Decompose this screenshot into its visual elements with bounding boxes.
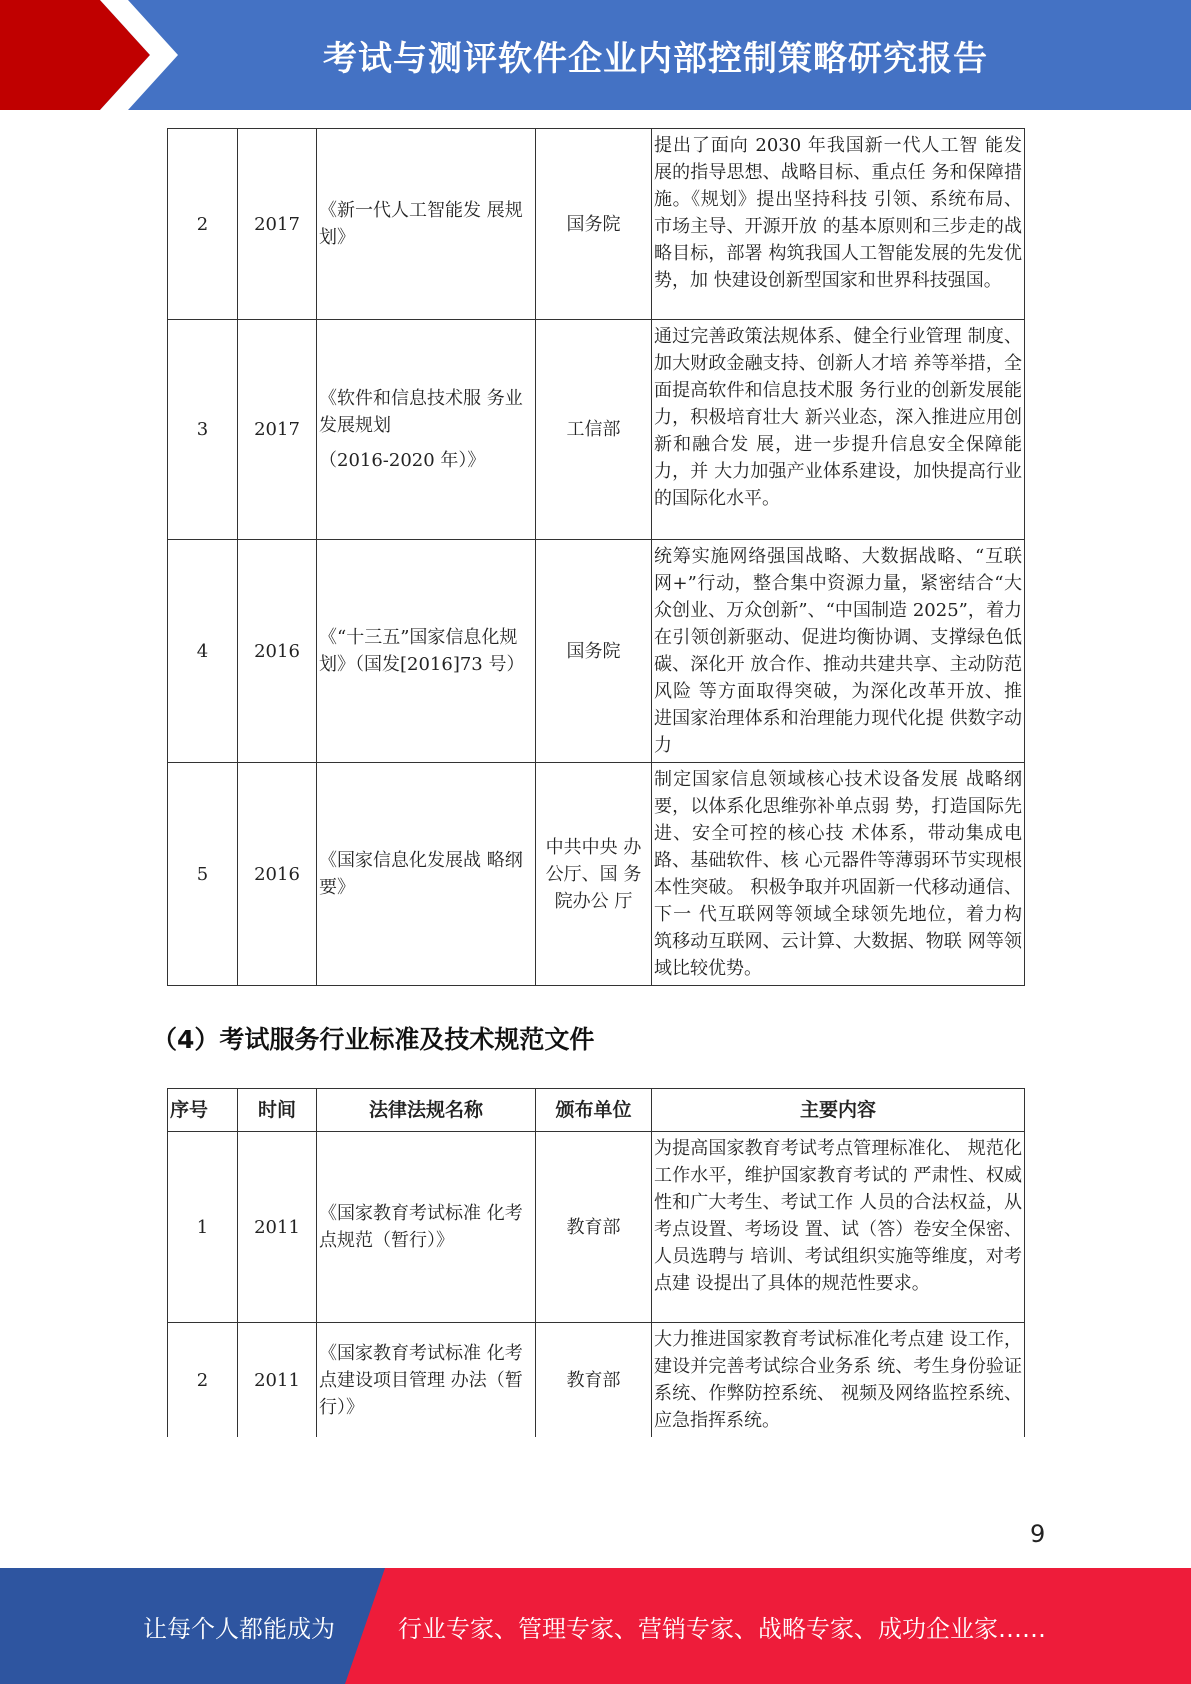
row-year: 2016 xyxy=(238,540,317,763)
standards-table xyxy=(167,1088,1025,1437)
footer-slogan-left: 让每个人都能成为 xyxy=(143,1614,335,1643)
header-issuer: 颁布单位 xyxy=(536,1089,652,1132)
row-issuer: 中共中央 办公厅、国 务院办公 厅 xyxy=(536,763,652,986)
row-year: 2017 xyxy=(238,129,317,320)
table-header-row xyxy=(168,1089,1025,1132)
row-issuer: 教育部 xyxy=(536,1323,652,1438)
header-time: 时间 xyxy=(238,1089,317,1132)
row-year: 2017 xyxy=(238,320,317,540)
row-regulation-name: 《国家信息化发展战 略纲要》 xyxy=(317,763,536,986)
row-content: 提出了面向 2030 年我国新一代人工智 能发展的指导思想、战略目标、重点任 务和保障措施。《规划》提出坚持科技 引领、系统布局、市场主导、开源开放 的基本原则和三步走的战略目标，部署 构筑我国人工智能发展的先发优势，加 快建设创新型国家和世界科技强国。 xyxy=(652,129,1025,320)
header-content: 主要内容 xyxy=(652,1089,1025,1132)
row-year: 2011 xyxy=(238,1323,317,1438)
row-number: 1 xyxy=(168,1132,238,1323)
row-number: 5 xyxy=(168,763,238,986)
row-year: 2011 xyxy=(238,1132,317,1323)
row-regulation-name: 《国家教育考试标准 化考点建设项目管理 办法（暂行）》 xyxy=(317,1323,536,1438)
regulation-name-years: （2016-2020 年）》 xyxy=(319,450,486,471)
row-issuer: 教育部 xyxy=(536,1132,652,1323)
table-row xyxy=(168,540,1025,763)
row-regulation-name: 《新一代人工智能发 展规划》 xyxy=(317,129,536,320)
row-content: 通过完善政策法规体系、健全行业管理 制度、加大财政金融支持、创新人才培 养等举措，全面提高软件和信息技术服 务行业的创新发展能力，积极培育壮大 新兴业态，深入推进应用创新和融合发 展，进一步提升信息安全保障能力，并 大力加强产业体系建设，加快提高行业 的国际化水平。 xyxy=(652,320,1025,540)
row-issuer: 国务院 xyxy=(536,129,652,320)
row-issuer: 国务院 xyxy=(536,540,652,763)
table-row xyxy=(168,129,1025,320)
row-number: 2 xyxy=(168,1323,238,1438)
row-content: 制定国家信息领域核心技术设备发展 战略纲要，以体系化思维弥补单点弱 势，打造国际先进、安全可控的核心技 术体系，带动集成电路、基础软件、核 心元器件等薄弱环节实现根本性突破。 积极争取并巩固新一代移动通信、下一 代互联网等领域全球领先地位，着力构 筑移动互联网、云计算、大数据、物联 网等领域比较优势。 xyxy=(652,763,1025,986)
row-regulation-name: 《国家教育考试标准 化考点规范（暂行）》 xyxy=(317,1132,536,1323)
row-year: 2016 xyxy=(238,763,317,986)
row-content: 为提高国家教育考试考点管理标准化、 规范化工作水平，维护国家教育考试的 严肃性、权威性和广大考生、考试工作 人员的合法权益，从考点设置、考场设 置、试（答）卷安全保密、人员选聘与 培训、考试组织实施等维度，对考点建 设提出了具体的规范性要求。 xyxy=(652,1132,1025,1323)
page-header xyxy=(0,0,1191,110)
page-number: 9 xyxy=(1030,1520,1046,1548)
row-number: 2 xyxy=(168,129,238,320)
footer-slogan-right: 行业专家、管理专家、营销专家、战略专家、成功企业家…… xyxy=(398,1614,1046,1643)
table-row xyxy=(168,763,1025,986)
section-heading: （4）考试服务行业标准及技术规范文件 xyxy=(152,1025,595,1054)
row-number: 3 xyxy=(168,320,238,540)
row-regulation-name xyxy=(317,320,536,540)
page-footer xyxy=(0,1568,1191,1684)
row-regulation-name: 《“十三五”国家信息化规划》（国发[2016]73 号） xyxy=(317,540,536,763)
table-row xyxy=(168,1132,1025,1323)
row-number: 4 xyxy=(168,540,238,763)
row-content: 统筹实施网络强国战略、大数据战略、“互联网+”行动，整合集中资源力量，紧密结合“大众创业、万众创新”、“中国制造 2025”，着力在引领创新驱动、促进均衡协调、支撑绿色低碳、深化开 放合作、推动共建共享、主动防范风险 等方面取得突破，为深化改革开放、推 进国家治理体系和治理能力现代化提 供数字动力 xyxy=(652,540,1025,763)
header-regulation-name: 法律法规名称 xyxy=(317,1089,536,1132)
report-title: 考试与测评软件企业内部控制策略研究报告 xyxy=(323,38,988,79)
policy-table-continued xyxy=(167,128,1025,986)
row-content: 大力推进国家教育考试标准化考点建 设工作，建设并完善考试综合业务系 统、考生身份验证系统、作弊防控系统、 视频及网络监控系统、应急指挥系统。 xyxy=(652,1323,1025,1438)
regulation-name-text: 《软件和信息技术服 务业发展规划 xyxy=(319,388,523,436)
header-number: 序号 xyxy=(168,1089,238,1132)
table-row xyxy=(168,320,1025,540)
table-row xyxy=(168,1323,1025,1438)
row-issuer: 工信部 xyxy=(536,320,652,540)
